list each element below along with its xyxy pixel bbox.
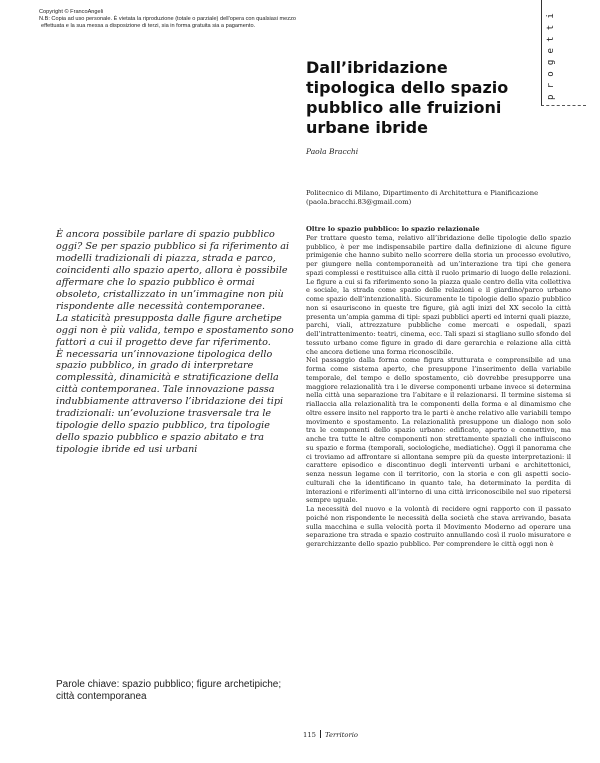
copyright-line: effettuata e la sua messa a disposizione di terzi, sia in forma gratuita sia a pagamento.: [41, 23, 256, 29]
section-label: progetti: [546, 7, 556, 100]
page-footer: [303, 730, 358, 739]
abstract-paragraph: È ancora possibile parlare di spazio pubblico oggi? Se per spazio pubblico si fa riferimento ai modelli tradizionali di piazza, strada e parco, coincidenti allo spazio aperto, allora è possibile affermare che lo spazio pubblico è ormai obsoleto, cristallizzato in un’immagine non più rispondente alle necessità contemporanee.: [56, 229, 290, 312]
author-affiliation: Politecnico di Milano, Dipartimento di Architettura e Pianificazione (paola.bracchi.83@gmail.com): [306, 189, 539, 206]
body-paragraph: Nel passaggio dalla forma come figura strutturata e comprensibile ad una forma come sistema aperto, che presuppone l’inserimento della variabile temporale, del tempo e dello spostamento, ciò dovrebbe presupporre una maggiore relazionalità tra i le diverse componenti urbane invece si determina nella città una separazione tra l’abitare e il relazionarsi. Il termine sistema si riallaccia alla relazionalità tra le componenti della forma e al dinamismo che oltre essere insito nel rapporto tra le parti è anche relativo alle variabili tempo movimento e spostamento. La relazionalità presuppone un dialogo non solo tra le componenti dello spazio urbano: edificato, aperto e connettivo, ma anche tra tutte le altre componenti non strettamente spaziali che influiscono su spazio e forma (temporali, sociologiche, mediatiche). Oggi il panorama che ci troviamo ad affrontare si allontana sempre più da queste interpretazioni: il carattere episodico e discontinuo degli interventi urbani e architettonici, senza nessun legame con il territorio, con la storia e con gli aspetti socio-culturali che la identificano in quanto tale, ha determinato la perdita di interazioni e riferimenti all’interno di una città irriconoscibile nel suo ripetersi sempre uguale.: [306, 356, 571, 505]
copyright-line: N.B: Copia ad uso personale. È vietata la riproduzione (totale o parziale) dell'opera con qualsiasi mezzo: [39, 16, 296, 22]
body-paragraph: La necessità del nuovo e la volontà di recidere ogni rapporto con il passato poiché non rispondente le necessità della società che stava arrivando, basata sulla macchina e sulla velocità porta il Movimento Moderno ad operare una separazione tra strada e spazio costruito annullando così il ruolo misuratore e gerarchizzante dello spazio pubblico. Per comprendere le città oggi non è: [306, 505, 571, 548]
article-title: Dall’ibridazione tipologica dello spazio pubblico alle fruizioni urbane ibride: [306, 58, 509, 137]
keywords: Parole chiave: spazio pubblico; figure archetipiche; città contemporanea: [56, 679, 282, 702]
body-paragraph: Per trattare questo tema, relativo all’ibridazione delle tipologie dello spazio pubblico, è per me indispensabile partire dalla definizione di alcune figure primigenie che hanno subito nello scorrere della storia un processo evolutivo, per giungere nella contemporaneità ad un’interazione tra tipi che genera spazi complessi e restituisce alla città il ruolo primario di luogo delle relazioni. Le figure a cui si fa riferimento sono la piazza quale centro della vita collettiva e sociale, la strada come spazio delle relazioni e il giardino/parco urbano come spazio dell’intenzionalità. Sicuramente le tipologie dello spazio pubblico non si esauriscono in queste tre figure, già agli inizi del XX secolo la città presenta un’ampia gamma di tipi: spazi pubblici aperti ed interni quali piazze, parchi, viali, attrezzature pubbliche come mercati e ospedali, spazi dell’intrattenimento: teatri, cinema, ecc. Tali spazi si stagliano sullo sfondo del tessuto urbano come figure in grado di dare gerarchia e relazione alla città che ancora detiene una forma riconoscibile.: [306, 233, 571, 356]
copyright-line: Copyright © FrancoAngeli: [39, 9, 104, 15]
article-author: Paola Bracchi: [306, 147, 359, 156]
abstract-paragraph: È necessaria un’innovazione tipologica dello spazio pubblico, in grado di interpretare complessità, dinamicità e stratificazione della città contemporanea. Tale innovazione passa indubbiamente attraverso l’ibridazione dei tipi tradizionali: un’evoluzione trasversale tra le tipologie dello spazio pubblico, tra tipologie dello spazio pubblico e spazio abitato e tra tipologie ibride ed usi urbani: [56, 348, 284, 456]
copyright-notice: [39, 9, 459, 30]
footer-divider: [320, 730, 321, 738]
article-body: [306, 225, 571, 549]
abstract: [56, 229, 296, 456]
page-number: 115: [303, 731, 316, 739]
abstract-paragraph: La staticità presupposta dalle figure archetipe oggi non è più valida, tempo e spostamento sono fattori a cui il progetto deve far riferimento.: [56, 312, 294, 348]
journal-name: Territorio: [324, 731, 359, 739]
section-heading: Oltre lo spazio pubblico: lo spazio relazionale: [306, 225, 480, 233]
